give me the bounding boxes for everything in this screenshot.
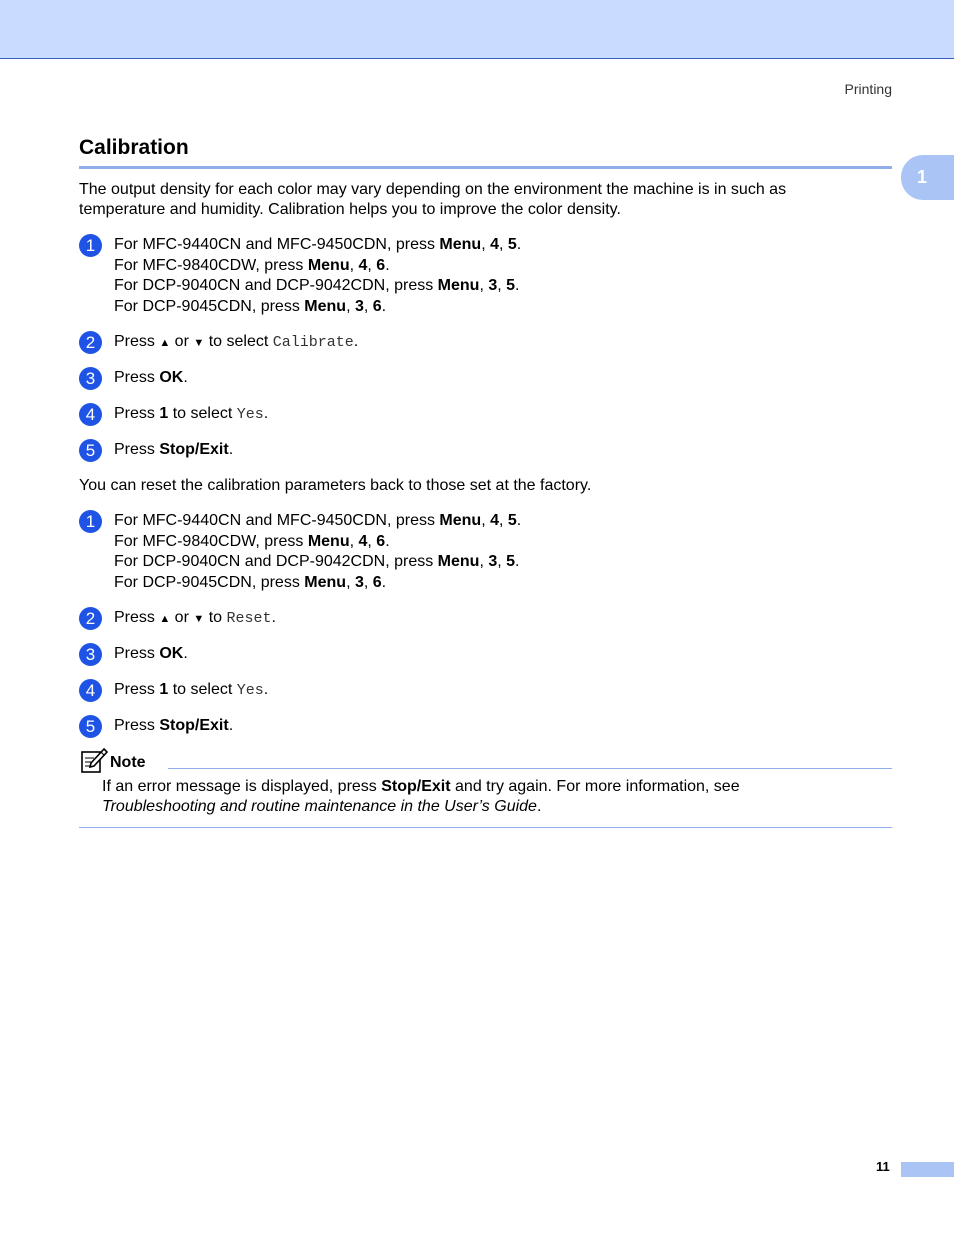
step-number-icon: 2 bbox=[79, 607, 102, 630]
step-line: For MFC-9440CN and MFC-9450CDN, press Menu, 4, 5. bbox=[114, 236, 522, 253]
chapter-tab: 1 bbox=[901, 155, 954, 200]
lcd-option: Calibrate bbox=[272, 334, 354, 351]
section-label: Printing bbox=[844, 81, 892, 97]
down-arrow-icon: ▼ bbox=[193, 337, 205, 349]
page-number-tab bbox=[901, 1162, 954, 1177]
step-number-icon: 1 bbox=[79, 234, 102, 257]
step-number-icon: 4 bbox=[79, 679, 102, 702]
step-number-icon: 2 bbox=[79, 331, 102, 354]
step-text bbox=[114, 511, 521, 593]
title-rule bbox=[79, 166, 892, 169]
note-reference[interactable]: Troubleshooting and routine maintenance in the User’s Guide bbox=[102, 798, 537, 815]
step-text: Press Stop/Exit. bbox=[114, 441, 234, 458]
step-number-icon: 3 bbox=[79, 643, 102, 666]
intro-paragraph: The output density for each color may vary depending on the environment the machine is in such as temperature and humidity. Calibration helps you to improve the color density. bbox=[79, 181, 787, 218]
down-arrow-icon: ▼ bbox=[193, 613, 205, 625]
lcd-option: Yes bbox=[236, 406, 264, 423]
page-title: Calibration bbox=[79, 136, 189, 159]
step-line: For MFC-9840CDW, press Menu, 4, 6. bbox=[114, 256, 390, 274]
step-line: For DCP-9040CN and DCP-9042CDN, press Menu, 3, 5. bbox=[114, 553, 520, 570]
step-line: For DCP-9045CDN, press Menu, 3, 6. bbox=[114, 573, 387, 591]
note-pencil-icon bbox=[80, 748, 108, 774]
page-number: 11 bbox=[876, 1159, 890, 1174]
step-number-icon: 1 bbox=[79, 510, 102, 533]
note-top-rule bbox=[168, 768, 892, 769]
note-text bbox=[102, 777, 740, 817]
step-line: For DCP-9040CN and DCP-9042CDN, press Menu, 3, 5. bbox=[114, 277, 520, 294]
up-arrow-icon: ▲ bbox=[159, 613, 171, 625]
step-text: Press 1 to select Yes. bbox=[114, 405, 269, 423]
step-number-icon: 3 bbox=[79, 367, 102, 390]
step-line: For DCP-9045CDN, press Menu, 3, 6. bbox=[114, 297, 387, 315]
step-text: Press 1 to select Yes. bbox=[114, 681, 269, 699]
step-line: For MFC-9440CN and MFC-9450CDN, press Menu, 4, 5. bbox=[114, 512, 522, 529]
reset-paragraph: You can reset the calibration parameters back to those set at the factory. bbox=[79, 477, 592, 494]
step-number-icon: 4 bbox=[79, 403, 102, 426]
step-number-icon: 5 bbox=[79, 439, 102, 462]
lcd-option: Reset bbox=[226, 610, 272, 627]
step-text: Press OK. bbox=[114, 645, 188, 662]
step-number-icon: 5 bbox=[79, 715, 102, 738]
top-header-band bbox=[0, 0, 954, 59]
step-text: Press ▲ or ▼ to Reset. bbox=[114, 609, 276, 627]
note-label: Note bbox=[110, 754, 146, 771]
lcd-option: Yes bbox=[236, 682, 264, 699]
up-arrow-icon: ▲ bbox=[159, 337, 171, 349]
step-text: Press OK. bbox=[114, 369, 188, 386]
step-text: Press ▲ or ▼ to select Calibrate. bbox=[114, 333, 359, 351]
step-text bbox=[114, 235, 521, 317]
step-line: For MFC-9840CDW, press Menu, 4, 6. bbox=[114, 532, 390, 550]
note-line-2: Troubleshooting and routine maintenance in the User’s Guide. bbox=[102, 798, 542, 815]
step-text: Press Stop/Exit. bbox=[114, 717, 234, 734]
note-bottom-rule bbox=[79, 827, 892, 828]
note-line-1: If an error message is displayed, press Stop/Exit and try again. For more information, see bbox=[102, 778, 740, 795]
